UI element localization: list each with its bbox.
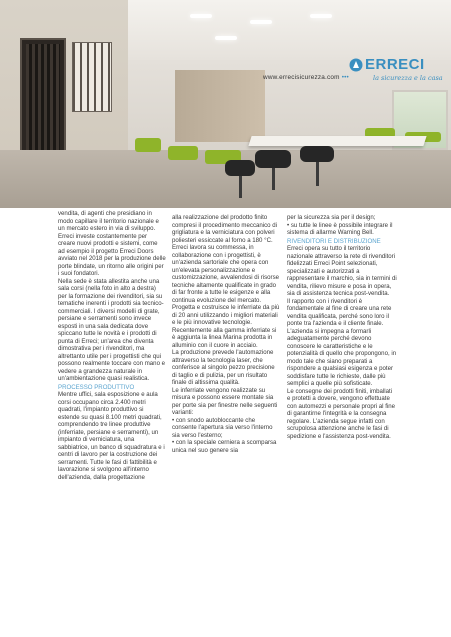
photo-wall-panel (175, 70, 265, 142)
paragraph: • su tutte le linee è possibile integrare il sistema di allarme Warning Bell. (287, 221, 393, 236)
chair-stand (316, 162, 319, 186)
article-column-2 (172, 214, 280, 454)
logo-mark-icon (349, 58, 363, 72)
header-photo (0, 0, 451, 208)
paragraph: La produzione prevede l'automazione attraverso la tecnologia laser, che conferisce al singolo pezzo precisione di taglio e di pulizia, per un risultato finale di altissima qualità. (172, 349, 275, 386)
article-column-3 (287, 214, 397, 440)
photo-door (20, 38, 66, 158)
section-heading: RIVENDITORI E DISTRIBUZIONE (287, 237, 381, 245)
green-chair (168, 146, 198, 160)
paragraph: vendita, di agenti che presidiano in modo capillare il territorio nazionale e un mercato estero in via di sviluppo. Erreci investe costantemente per creare nuovi prodotti e sistemi, come ad esempio il progetto Erreci Doors avviato nel 2018 per la produzione delle porte blindate, un ritorno alle origini per i suoi fondatori. (58, 210, 166, 277)
office-chair (225, 160, 255, 176)
paragraph: Il rapporto con i rivenditori è fondamentale al fine di creare una rete vendita qualificata, perché sono loro il ponte tra l'azienda e il cliente finale. L'azienda si impegna a formarli adeguatamente perché devono conoscere le caratteristiche e le potenzialità di quello che propongono, in modo tale che siano preparati a rispondere a qualsiasi esigenza e poter soddisfare tutte le richieste, dalle più semplici a quelle più sofisticate. (287, 297, 397, 387)
three-dots-icon: ••• (341, 74, 349, 81)
paragraph: alla realizzazione del prodotto finito compresi il procedimento meccanico di grigliatura e la verniciatura con polveri poliesteri essiccate al forno a 180 °C. (172, 214, 277, 244)
paragraph: • con snodo autobloccante che consente l'apertura sia verso l'interno sia verso l'esterno; (172, 416, 273, 439)
paragraph: Nella sede è stata allestita anche una sala corsi (nella foto in alto a destra) per la formazione dei rivenditori, sia su tematiche inerenti i prodotti sia tecnico-commerciali. I diversi modelli di grate, persiane e serramenti sono invece esposti in una sala dedicata dove spiccano tutte le novità e i prodotti di punta di Erreci; un'area che diventa dimostrativa per i rivenditori, ma altrettanto utile per i progettisti che qui possono realmente toccare con mano e vedere a grandezza naturale in un'ambientazione quasi realistica. (58, 277, 166, 382)
paragraph: Erreci opera su tutto il territorio nazionale attraverso la rete di rivenditori fidelizzati Erreci Point selezionati, specializzati e autorizzati a rappresentare il marchio, sia in termini di vendita, rilievo misure e posa in opera, sia di assistenza tecnica post-vendita. (287, 245, 397, 297)
paragraph: per la sicurezza sia per il design; (287, 214, 376, 221)
paragraph: • con la speciale cerniera a scomparsa unica nel suo genere sia (172, 439, 277, 454)
website-url-text: www.errecisicurezza.com (263, 74, 340, 81)
logo-name: ERRECI (365, 56, 425, 73)
office-chair (255, 150, 291, 168)
paragraph: Le inferriate vengono realizzate su misura e possono essere montate sia per porte sia per finestre nelle seguenti varianti: (172, 386, 278, 416)
photo-ceiling (128, 0, 451, 60)
article-column-1 (58, 210, 166, 481)
ceiling-light (310, 14, 332, 18)
chair-stand (239, 176, 242, 198)
logo-tagline: la sicurezza e la casa (373, 74, 443, 82)
photo-window-grill (72, 42, 112, 112)
paragraph: Erreci lavora su commessa, in collaborazione con i progettisti, è un'azienda sartoriale che opera con un'elevata personalizzazione e customizzazione, avvalendosi di risorse tecniche altamente qualificate in grado di far fronte a tutte le esigenze e alla continua evoluzione del mercato. Progetta e costruisce le inferriate da più di 20 anni utilizzando i migliori materiali e le più innovative tecnologie. Recentemente alla gamma inferriate si è aggiunta la linea Marina prodotta in alluminio con il cuore in acciaio. (172, 244, 280, 349)
section-heading: PROCESSO PRODUTTIVO (58, 383, 135, 391)
paragraph: Le consegne dei prodotti finiti, imballati e protetti a dovere, vengono effettuate con automezzi e personale propri al fine di garantirne l'integrità e la consegna regolare. L'azienda segue infatti con scrupolosa attenzione anche le fasi di spedizione e l'assistenza post-vendita. (287, 387, 396, 440)
ceiling-light (215, 36, 237, 40)
paragraph: Mentre uffici, sala esposizione e aula corsi occupano circa 2.400 metri quadrati, l'impianto produttivo si estende su quasi 8.100 metri quadrati, comprendendo tre linee produttive (inferriate, persiane e serramenti), un impianto di verniciatura, una sabbiatrice, un banco di squadratura e i centri di lavoro per la costruzione dei serramenti. Tutte le fasi di fattibilità e lavorazione si svolgono all'interno dell'azienda, dalla progettazione (58, 391, 165, 481)
photo-table (248, 136, 426, 146)
office-chair (300, 146, 334, 162)
ceiling-light (190, 14, 212, 18)
green-chair (135, 138, 161, 152)
ceiling-light (250, 20, 272, 24)
website-url[interactable] (263, 74, 349, 81)
chair-stand (272, 168, 275, 190)
erreci-logo (349, 56, 449, 86)
